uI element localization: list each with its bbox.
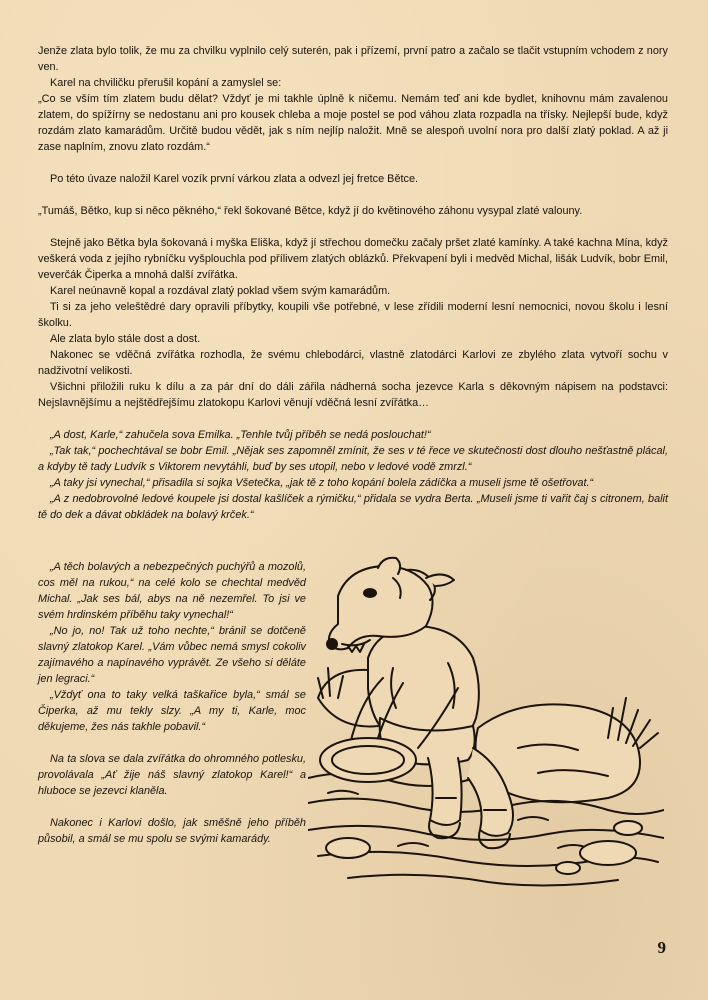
- paragraph-cart-to-betka: Po této úvaze naložil Karel vozík první várkou zlata a odvezl jej fretce Bětce.: [50, 173, 419, 185]
- paragraph-gold-filled-burrow: Jenže zlata bylo tolik, že mu za chvilku vyplnilo celý suterén, pak i přízemí, první patro a začalo se tlačit vstupním vchodem z nory ven.: [38, 45, 668, 73]
- paragraph-karel-pauses: Karel na chviličku přerušil kopání a zamyslel se:: [50, 77, 282, 89]
- paragraph-ciperka-laughs: „Vždyť ona to taky velká taškařice byla,“ smál se Čiperka, až mu tekly slzy. „A my ti, Karle, moc děkujeme, žes nás takhle pobavil.“: [38, 689, 306, 733]
- paragraph-karel-defends: „No jo, no! Tak už toho nechte,“ bránil se dotčeně slavný zlatokop Karel. „Vám vůbec nemá smysl cokoliv zajímavého a napínavého vyprávět. Ze všeho si děláte jen legraci.“: [38, 625, 306, 685]
- paragraph-owl-emilka: „A dost, Karle,“ zahučela sova Emilka. „Tenhle tvůj příběh se nedá poslouchat!“: [50, 429, 431, 441]
- paragraph-statue-decision: Nakonec se vděčná zvířátka rozhodla, že svému chlebodárci, vlastně zlatodárci Karlovi ze zbylého zlata vytvoří sochu v nadživotní velikosti.: [38, 349, 668, 377]
- paragraph-jay-vsetecka: „A taky jsi vynechal,“ přisadila si sojka Všetečka, „jak tě z toho kopání bolela zádíčka a museli jsme tě ošetřovat.“: [50, 477, 594, 489]
- paragraph-karel-digs: Karel neúnavně kopal a rozdával zlatý poklad všem svým kamarádům.: [50, 285, 391, 297]
- paragraph-beaver-emil: „Tak tak,“ pochechtával se bobr Emil. „Nějak ses zapomněl zmínit, že ses v té řece ve skutečnosti dost dlouho nešťastně plácal, a kdyby tě tady Ludvík s Viktorem nevytáhli, buď by ses utopil, nebo v ledové vodě zmrzl.“: [38, 445, 668, 473]
- paragraph-applause: Na ta slova se dala zvířátka do ohromného potlesku, provolávala „Ať žije náš slavný zlatokop Karel!“ a hluboce se jezevci klaněla.: [38, 753, 306, 797]
- page-number: 9: [657, 938, 666, 957]
- paragraph-surprised-animals: Stejně jako Bětka byla šokovaná i myška Eliška, když jí střechou domečku začaly pršet zlaté kamínky. A také kachna Mína, když veškerá voda z jejího rybníčku vyšplouchla pod přílivem zlatých oblázků. Překvapení byli i medvěd Michal, lišák Ludvík, bobr Emil, veverčák Čiperka a mnohá další zvířátka.: [38, 237, 668, 281]
- bear-panning-gold-illustration: [308, 548, 664, 893]
- paragraph-karel-laughs: Nakonec i Karlovi došlo, jak směšně jeho příběh působil, a smál se mu spolu se svými kamarády.: [38, 817, 306, 845]
- paragraph-statue-built: Všichni přiložili ruku k dílu a za pár dní do dáli zářila nádherná socha jezevce Karla s děkovným nápisem na podstavci: Nejslavnějšímu a nejštědřejšímu zlatokopu Karlovi věnují vděčná lesní zvířátka…: [38, 381, 668, 409]
- paragraph-gift-to-betka: „Tumáš, Bětko, kup si něco pěkného,“ řekl šokované Bětce, když jí do květinového záhonu vysypal zlaté valouny.: [38, 205, 583, 217]
- paragraph-bear-michal: „A těch bolavých a nebezpečných puchýřů a mozolů, cos měl na rukou,“ na celé kolo se chechtal medvěd Michal. „Jak ses bál, abys na ně nezemřel. To jsi ve svém hrdinském příběhu taky vynechal!“: [38, 561, 306, 621]
- paragraph-otter-berta: „A z nedobrovolné ledové koupele jsi dostal kašlíček a rýmičku,“ přidala se vydra Berta. „Museli jsme ti vařit čaj s citronem, balit tě do dek a dávat obkládek na bolavý krček.“: [38, 493, 668, 521]
- paragraph-karel-monologue: „Co se vším tím zlatem budu dělat? Vždyť je mi takhle úplně k ničemu. Nemám teď ani kde bydlet, knihovnu mám zavalenou zlatem, do spížírny se nedostanu ani pro kousek chleba a moje postel se pod váhou zlata rozpadla na třísky. Nejlepší bude, když rozdám zlato kamarádům. Určitě budou vědět, jak s ním nejlíp naložit. Mně se alespoň uvolní nora pro další zlatý poklad. A až ji zase naplním, znovu zlato rozdám.“: [38, 93, 668, 153]
- paragraph-still-gold: Ale zlata bylo stále dost a dost.: [50, 333, 201, 345]
- paragraph-animals-rebuild: Ti si za jeho veleštědré dary opravili příbytky, koupili vše potřebné, v lese zřídili moderní lesní nemocnici, novou školu i lesní školku.: [38, 301, 668, 329]
